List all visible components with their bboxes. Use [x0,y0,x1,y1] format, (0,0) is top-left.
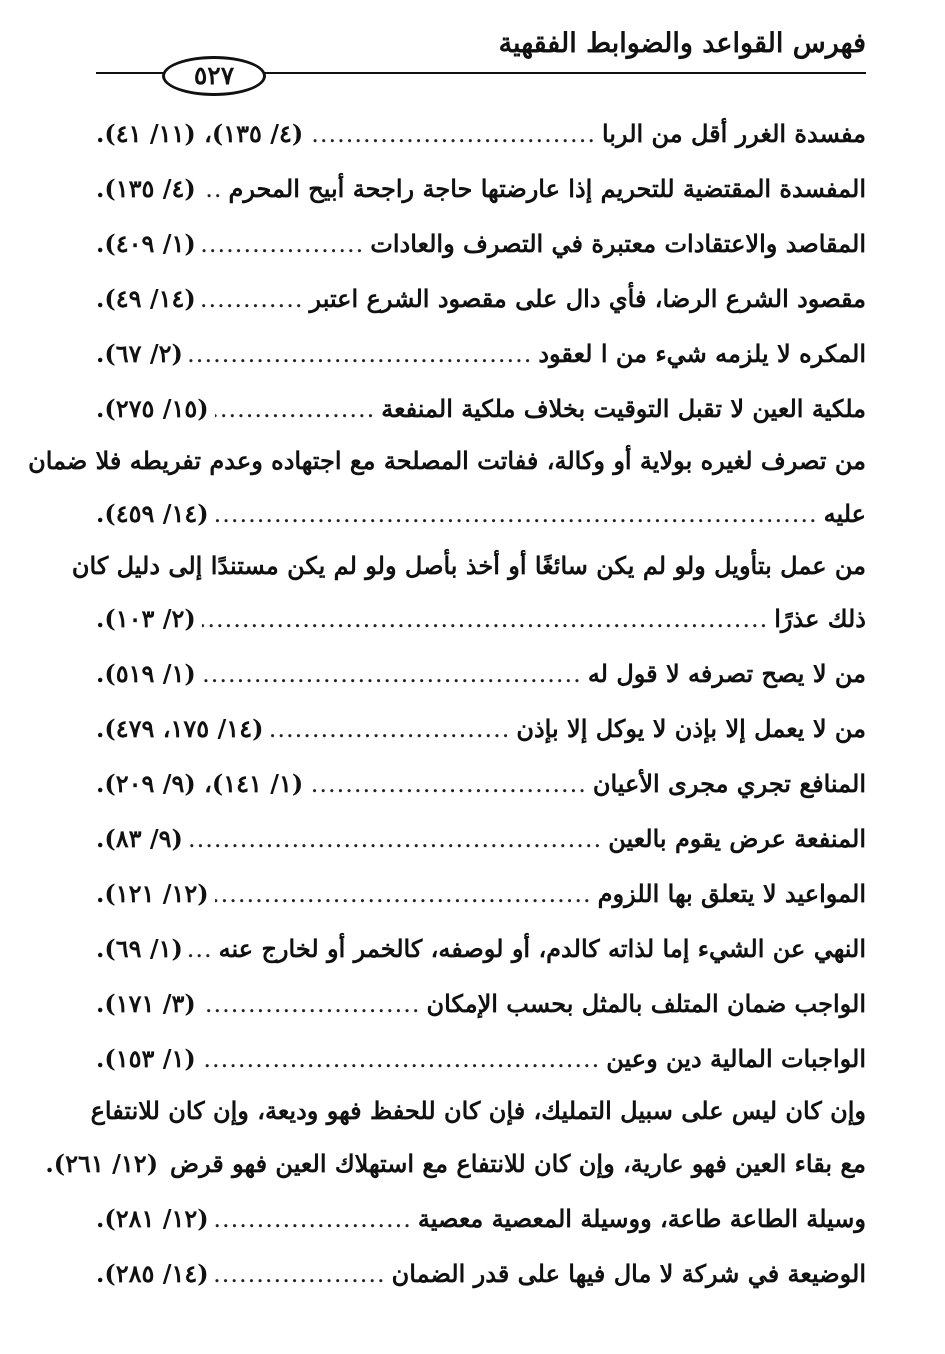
entry-text-line: وإن كان ليس على سبيل التمليك، فإن كان للحفظ فهو وديعة، وإن كان للانتفاع [90,1096,866,1125]
entry-text: المنفعة عرض يقوم بالعين [608,824,866,853]
index-entry [96,921,866,976]
entry-text: الواجبات المالية دين وعين [606,1044,866,1073]
entry-text: المقاصد والاعتقادات معتبرة في التصرف والعادات [370,229,866,258]
entry-ref: (٩/ ٨٣). [96,824,183,853]
index-entry [96,271,866,326]
page-number: ٥٢٧ [162,56,266,96]
entry-text: من لا يصح تصرفه لا قول له [587,659,866,688]
dot-leader [269,702,510,757]
dot-leader [215,1247,386,1302]
dot-leader [309,107,596,162]
entry-ref: (١/ ٥١٩). [96,659,196,688]
entry-ref: (٣/ ١٧١). [96,989,196,1018]
entry-text-line: من تصرف لغيره بولاية أو وكالة، ففاتت المصلحة مع اجتهاده وعدم تفريطه فلا ضمان [28,446,866,475]
index-entry [96,1246,866,1301]
index-entry [96,161,866,216]
entry-text: مقصود الشرع الرضا، فأي دال على مقصود الشرع اعتبر [309,284,866,313]
entry-ref: (٢/ ٦٧). [96,339,183,368]
index-entry-multiline [45,1086,866,1191]
entry-text-line: من عمل بتأويل ولو لم يكن سائغًا أو أخذ بأصل ولو لم يكن مستندًا إلى دليل كان [71,551,866,580]
index-entry [96,1191,866,1246]
dot-leader [202,162,223,217]
dot-leader [189,327,532,382]
index-entry [96,216,866,271]
dot-leader [215,867,592,922]
entry-ref: (١/ ٦٩). [96,934,183,963]
entry-ref: (١/ ١٥٣). [96,1044,196,1073]
entry-text: المنافع تجري مجرى الأعيان [592,769,866,798]
entry-text: وسيلة الطاعة طاعة، ووسيلة المعصية معصية [417,1204,866,1233]
dot-leader [202,977,421,1032]
entry-text: النهي عن الشيء إما لذاته كالدم، أو لوصفه، كالخمر أو لخارج عنه [218,934,866,963]
entry-ref: (١٥/ ٢٧٥). [96,394,209,423]
entry-text: ذلك عذرًا [774,604,866,633]
index-entry [96,1031,866,1086]
index-entries [28,106,866,1301]
entry-text: ملكية العين لا تقبل التوقيت بخلاف ملكية المنفعة [381,394,866,423]
entry-text: المفسدة المقتضية للتحريم إذا عارضتها حاجة راجحة أبيح المحرم [228,174,866,203]
dot-leader [189,812,602,867]
index-entry [96,976,866,1031]
dot-leader [215,487,818,542]
entry-ref: (٤/ ١٣٥)، (١١/ ٤١). [96,119,304,148]
index-entry [96,811,866,866]
dot-leader [189,922,213,977]
dot-leader [309,757,587,812]
entry-ref: (١٢/ ٢٦١). [45,1149,159,1178]
index-entry [96,106,866,161]
entry-ref: (٢/ ١٠٣). [96,604,196,633]
entry-text: الواجب ضمان المتلف بالمثل بحسب الإمكان [426,989,866,1018]
entry-text: عليه [823,499,866,528]
entry-ref: (١/ ١٤١)، (٩/ ٢٠٩). [96,769,304,798]
entry-ref: (١٤/ ٢٨٥). [96,1259,209,1288]
header-title: فهرس القواعد والضوابط الفقهية [498,28,866,59]
index-entry [96,326,866,381]
page-header [96,22,866,90]
entry-text: المكره لا يلزمه شيء من ا لعقود [538,339,866,368]
index-entry-multiline [28,436,866,541]
index-entry [96,756,866,811]
entry-text: المواعيد لا يتعلق بها اللزوم [597,879,866,908]
dot-leader [202,217,364,272]
index-entry [96,701,866,756]
index-entry-multiline [71,541,866,646]
dot-leader [202,272,304,327]
entry-ref: (١٤/ ٤٥٩). [96,499,209,528]
dot-leader [215,382,376,437]
entry-ref: (١٤/ ١٧٥، ٤٧٩). [96,714,264,743]
entry-text: مفسدة الغرر أقل من الربا [601,119,866,148]
index-entry [96,381,866,436]
entry-text: الوضيعة في شركة لا مال فيها على قدر الضمان [391,1259,866,1288]
dot-leader [202,647,582,702]
dot-leader [202,592,768,647]
entry-ref: (١٢/ ١٢١). [96,879,209,908]
entry-ref: (١٢/ ٢٨١). [96,1204,209,1233]
dot-leader [202,1032,600,1087]
index-entry [96,866,866,921]
dot-leader [215,1192,412,1247]
entry-ref: (٤/ ١٣٥). [96,174,196,203]
entry-text: من لا يعمل إلا بإذن لا يوكل إلا بإذن [516,714,866,743]
entry-ref: (١/ ٤٠٩). [96,229,196,258]
entry-ref: (١٤/ ٤٩). [96,284,196,313]
index-entry [96,646,866,701]
entry-text: مع بقاء العين فهو عارية، وإن كان للانتفاع مع استهلاك العين فهو قرض [170,1149,866,1178]
